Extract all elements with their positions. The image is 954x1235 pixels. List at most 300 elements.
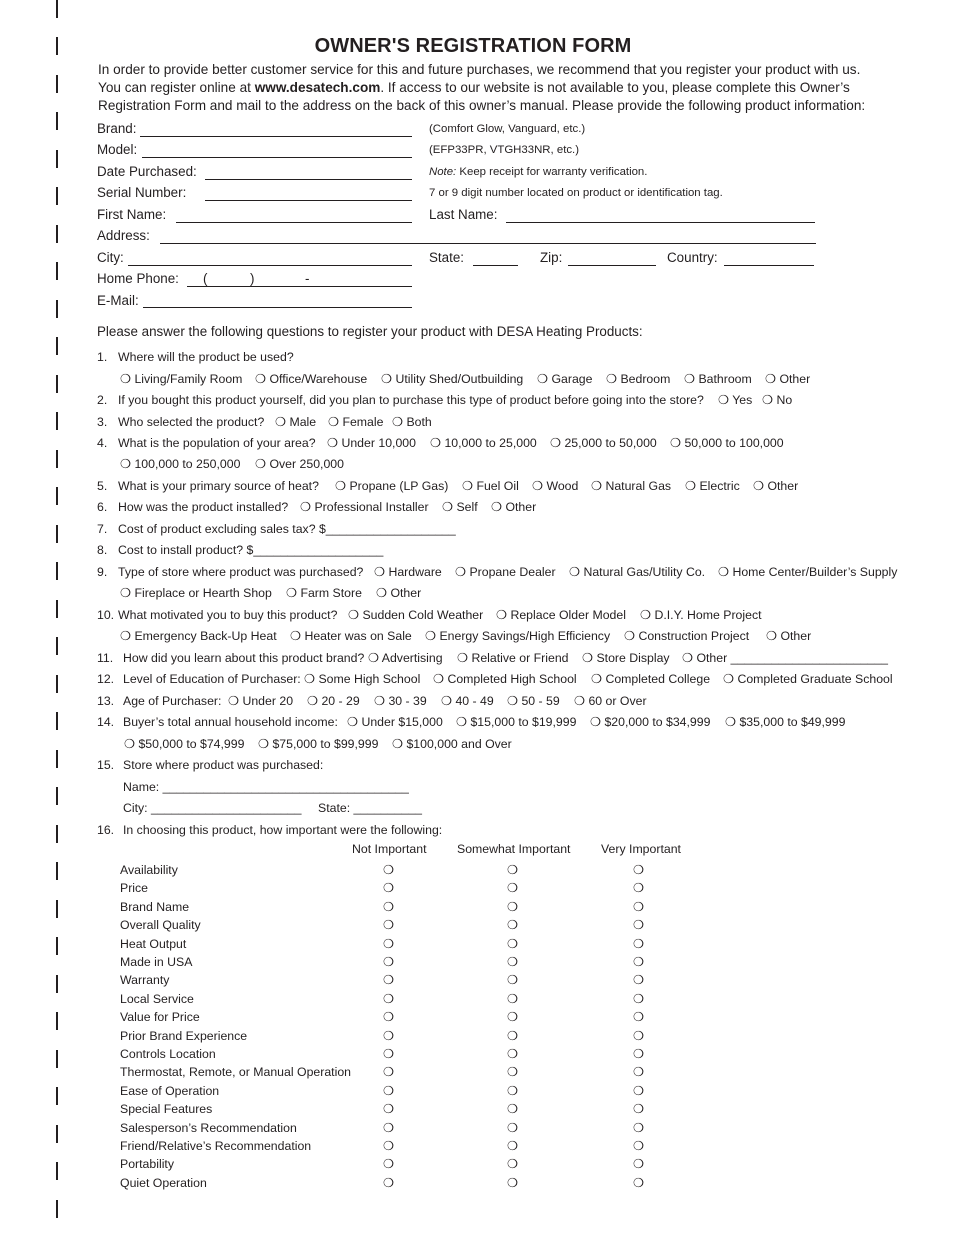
radio-circle-icon[interactable]: ❍ <box>684 372 699 386</box>
radio-circle-icon[interactable]: ❍ <box>591 672 606 686</box>
importance-row-label: Warranty <box>120 973 170 987</box>
radio-circle-icon[interactable]: ❍ <box>383 1121 395 1135</box>
radio-option-q1-2[interactable] <box>381 372 523 386</box>
radio-option-q5-2[interactable] <box>532 479 578 493</box>
radio-option-q10-6[interactable] <box>624 629 749 643</box>
model-field[interactable] <box>142 157 412 158</box>
radio-option-label: Fireplace or Hearth Shop <box>134 586 272 600</box>
question-number: 8. <box>97 543 108 557</box>
radio-circle-icon[interactable]: ❍ <box>300 500 315 514</box>
phone-area-close: ) <box>250 271 255 286</box>
radio-circle-icon[interactable]: ❍ <box>633 1010 645 1024</box>
radio-circle-icon[interactable]: ❍ <box>430 436 445 450</box>
state-field[interactable] <box>473 265 518 266</box>
question-text: In choosing this product, how important were the following: <box>123 823 443 837</box>
radio-circle-icon[interactable]: ❍ <box>383 1176 395 1190</box>
radio-circle-icon[interactable]: ❍ <box>591 479 606 493</box>
radio-option-label: Energy Savings/High Efficiency <box>439 629 611 643</box>
date-purchased-label: Date Purchased: <box>97 164 197 179</box>
radio-option-q9-0[interactable] <box>374 565 442 579</box>
radio-circle-icon[interactable]: ❍ <box>725 715 740 729</box>
cut-mark <box>56 637 58 655</box>
cut-mark <box>56 562 58 580</box>
radio-option-q3-0[interactable] <box>275 415 316 429</box>
radio-option-q5-1[interactable] <box>462 479 519 493</box>
radio-circle-icon[interactable]: ❍ <box>574 694 589 708</box>
radio-circle-icon[interactable]: ❍ <box>441 694 456 708</box>
last-name-label: Last Name: <box>429 207 498 222</box>
radio-circle-icon[interactable]: ❍ <box>582 651 597 665</box>
radio-option-q1-0[interactable] <box>120 372 242 386</box>
radio-circle-icon[interactable]: ❍ <box>120 629 135 643</box>
radio-circle-icon[interactable]: ❍ <box>507 900 519 914</box>
radio-circle-icon[interactable]: ❍ <box>335 479 350 493</box>
radio-option-q12-2[interactable] <box>591 672 710 686</box>
radio-circle-icon[interactable]: ❍ <box>633 863 645 877</box>
radio-option-q1-5[interactable] <box>684 372 752 386</box>
email-field[interactable] <box>143 307 412 308</box>
radio-circle-icon[interactable]: ❍ <box>633 1139 645 1153</box>
radio-option-label: 50,000 to 100,000 <box>684 436 784 450</box>
cut-mark <box>56 712 58 730</box>
radio-circle-icon[interactable]: ❍ <box>633 973 645 987</box>
radio-option-q1-6[interactable] <box>765 372 810 386</box>
radio-option-label: Under $15,000 <box>361 715 443 729</box>
radio-circle-icon[interactable]: ❍ <box>723 672 738 686</box>
radio-option-label: Bathroom <box>698 372 752 386</box>
radio-option-label: $100,000 and Over <box>406 737 512 751</box>
radio-option-q10-0[interactable] <box>348 608 483 622</box>
radio-option-label: Natural Gas/Utility Co. <box>583 565 706 579</box>
state-label: State: <box>429 250 464 265</box>
radio-circle-icon[interactable]: ❍ <box>633 1157 645 1171</box>
radio-circle-icon[interactable]: ❍ <box>383 1065 395 1079</box>
radio-option-q4-1[interactable] <box>430 436 537 450</box>
radio-option-q13-2[interactable] <box>374 694 427 708</box>
radio-circle-icon[interactable]: ❍ <box>462 479 477 493</box>
last-name-field[interactable] <box>506 222 815 223</box>
radio-circle-icon[interactable]: ❍ <box>507 1157 519 1171</box>
radio-option-q9-5[interactable] <box>286 586 362 600</box>
radio-circle-icon[interactable]: ❍ <box>383 863 395 877</box>
question-text: If you bought this product yourself, did you plan to purchase this type of product before going into the store? <box>118 393 704 407</box>
radio-option-label: Male <box>289 415 317 429</box>
cut-mark <box>56 262 58 280</box>
date-purchased-field[interactable] <box>205 179 412 180</box>
radio-circle-icon[interactable]: ❍ <box>120 457 135 471</box>
radio-circle-icon[interactable]: ❍ <box>455 565 470 579</box>
radio-circle-icon[interactable]: ❍ <box>383 992 395 1006</box>
radio-option-q12-3[interactable] <box>723 672 893 686</box>
radio-option-label: Completed Graduate School <box>737 672 893 686</box>
radio-option-q4-4[interactable] <box>120 457 240 471</box>
radio-circle-icon[interactable]: ❍ <box>457 651 472 665</box>
cut-mark <box>56 900 58 918</box>
radio-circle-icon[interactable]: ❍ <box>507 1176 519 1190</box>
radio-circle-icon[interactable]: ❍ <box>304 672 319 686</box>
radio-circle-icon[interactable]: ❍ <box>120 372 135 386</box>
radio-option-q14-6[interactable] <box>392 737 512 751</box>
radio-circle-icon[interactable]: ❍ <box>507 1065 519 1079</box>
importance-row-label: Value for Price <box>120 1010 200 1024</box>
radio-option-label: Store Display <box>596 651 670 665</box>
radio-option-q5-0[interactable] <box>335 479 448 493</box>
radio-circle-icon[interactable]: ❍ <box>383 937 395 951</box>
radio-circle-icon[interactable]: ❍ <box>507 992 519 1006</box>
radio-option-q2-1[interactable] <box>762 393 792 407</box>
radio-circle-icon[interactable]: ❍ <box>753 479 768 493</box>
radio-circle-icon[interactable]: ❍ <box>633 1176 645 1190</box>
radio-circle-icon[interactable]: ❍ <box>590 715 605 729</box>
radio-circle-icon[interactable]: ❍ <box>290 629 305 643</box>
radio-option-label: Home Center/Builder’s Supply <box>732 565 898 579</box>
page-title: OWNER'S REGISTRATION FORM <box>314 35 632 57</box>
radio-circle-icon[interactable]: ❍ <box>685 479 700 493</box>
radio-option-q10-2[interactable] <box>640 608 762 622</box>
radio-circle-icon[interactable]: ❍ <box>507 1047 519 1061</box>
first-name-field[interactable] <box>176 222 412 223</box>
cut-mark <box>56 1125 58 1143</box>
radio-option-q6-1[interactable] <box>442 500 478 514</box>
radio-circle-icon[interactable]: ❍ <box>507 1121 519 1135</box>
radio-circle-icon[interactable]: ❍ <box>507 1139 519 1153</box>
question-number: 6. <box>97 500 108 514</box>
serial-number-field[interactable] <box>205 200 412 201</box>
radio-circle-icon[interactable]: ❍ <box>633 918 645 932</box>
radio-option-label: D.I.Y. Home Project <box>654 608 762 622</box>
radio-option-q9-2[interactable] <box>569 565 705 579</box>
radio-circle-icon[interactable]: ❍ <box>368 651 382 665</box>
intro-text: . If access to our website is not available to you, please complete this Owner’s <box>380 79 850 95</box>
column-header-very-important: Very Important <box>601 842 681 856</box>
radio-circle-icon[interactable]: ❍ <box>633 1029 645 1043</box>
cut-mark <box>56 525 58 543</box>
cut-mark <box>56 675 58 693</box>
radio-option-q14-0[interactable] <box>347 715 443 729</box>
importance-row-label: Availability <box>120 863 178 877</box>
radio-option-label: 50 - 59 <box>521 694 560 708</box>
radio-circle-icon[interactable]: ❍ <box>348 608 363 622</box>
phone-area-open: ( <box>203 271 208 286</box>
radio-option-label: Other <box>780 629 812 643</box>
radio-circle-icon[interactable]: ❍ <box>275 415 290 429</box>
cut-mark <box>56 487 58 505</box>
importance-row-label: Overall Quality <box>120 918 201 932</box>
radio-circle-icon[interactable]: ❍ <box>374 694 389 708</box>
radio-circle-icon[interactable]: ❍ <box>425 629 440 643</box>
radio-option-q11-0[interactable] <box>368 651 443 665</box>
radio-option-label: Under 10,000 <box>341 436 416 450</box>
radio-option-q14-4[interactable] <box>124 737 244 751</box>
cut-mark <box>56 450 58 468</box>
zip-label: Zip: <box>540 250 563 265</box>
radio-option-label: Over 250,000 <box>269 457 344 471</box>
radio-circle-icon[interactable]: ❍ <box>383 1102 395 1116</box>
brand-hint: (Comfort Glow, Vanguard, etc.) <box>429 123 586 135</box>
cut-mark <box>56 975 58 993</box>
radio-circle-icon[interactable]: ❍ <box>491 500 506 514</box>
cut-mark <box>56 1012 58 1030</box>
radio-circle-icon[interactable]: ❍ <box>766 629 781 643</box>
question-number: 4. <box>97 436 108 450</box>
radio-circle-icon[interactable]: ❍ <box>633 881 645 895</box>
radio-option-label: Professional Installer <box>314 500 429 514</box>
radio-circle-icon[interactable]: ❍ <box>762 393 777 407</box>
radio-option-q10-5[interactable] <box>425 629 610 643</box>
cut-mark <box>56 1087 58 1105</box>
radio-circle-icon[interactable]: ❍ <box>507 1102 519 1116</box>
radio-option-label: Emergency Back-Up Heat <box>134 629 277 643</box>
cut-mark <box>56 375 58 393</box>
radio-option-q13-4[interactable] <box>507 694 560 708</box>
radio-option-label: Other <box>505 500 537 514</box>
radio-circle-icon[interactable]: ❍ <box>633 937 645 951</box>
serial-hint: 7 or 9 digit number located on product or identification tag. <box>429 187 723 199</box>
email-label: E-Mail: <box>97 293 139 308</box>
intro-paragraph <box>98 61 898 114</box>
question-text: Age of Purchaser: <box>123 694 222 708</box>
radio-circle-icon[interactable]: ❍ <box>507 1029 519 1043</box>
radio-circle-icon[interactable]: ❍ <box>569 565 584 579</box>
radio-option-q9-6[interactable] <box>376 586 421 600</box>
radio-option-q13-3[interactable] <box>441 694 494 708</box>
question-number: 11. <box>97 651 114 665</box>
radio-circle-icon[interactable]: ❍ <box>328 415 343 429</box>
radio-circle-icon[interactable]: ❍ <box>633 900 645 914</box>
radio-option-label: Other <box>767 479 799 493</box>
radio-circle-icon[interactable]: ❍ <box>507 1084 519 1098</box>
radio-option-q11-1[interactable] <box>457 651 569 665</box>
radio-option-q3-2[interactable] <box>392 415 432 429</box>
question-text: Who selected the product? <box>118 415 265 429</box>
radio-circle-icon[interactable]: ❍ <box>456 715 471 729</box>
cut-mark <box>56 75 58 93</box>
radio-option-q13-5[interactable] <box>574 694 647 708</box>
radio-circle-icon[interactable]: ❍ <box>383 1084 395 1098</box>
note-label: Note: <box>429 166 457 178</box>
zip-field[interactable] <box>568 265 656 266</box>
home-phone-field[interactable] <box>187 286 412 287</box>
radio-option-q5-5[interactable] <box>753 479 798 493</box>
radio-option-label: 20 - 29 <box>321 694 360 708</box>
radio-option-label: Bedroom <box>620 372 671 386</box>
country-field[interactable] <box>724 265 814 266</box>
website-link[interactable]: www.desatech.com <box>254 79 381 95</box>
cut-mark <box>56 0 58 18</box>
radio-option-label: 25,000 to 50,000 <box>564 436 657 450</box>
radio-circle-icon[interactable]: ❍ <box>633 1065 645 1079</box>
column-header-not-important: Not Important <box>352 842 427 856</box>
radio-option-q14-5[interactable] <box>258 737 378 751</box>
radio-option-q11-3[interactable] <box>682 651 888 665</box>
radio-option-q6-0[interactable] <box>300 500 429 514</box>
radio-option-q14-2[interactable] <box>590 715 710 729</box>
store-state-field[interactable]: State: __________ <box>318 801 422 815</box>
radio-option-label: Construction Project <box>638 629 750 643</box>
store-name-field[interactable]: Name: ____________________________________ <box>123 780 409 794</box>
radio-circle-icon[interactable]: ❍ <box>383 1157 395 1171</box>
question-number: 16. <box>97 823 115 837</box>
cut-mark <box>56 225 58 243</box>
importance-row-label: Friend/Relative’s Recommendation <box>120 1139 312 1153</box>
radio-option-q13-0[interactable] <box>228 694 293 708</box>
radio-circle-icon[interactable]: ❍ <box>286 586 301 600</box>
radio-circle-icon[interactable]: ❍ <box>381 372 396 386</box>
radio-option-label: Propane Dealer <box>469 565 556 579</box>
radio-circle-icon[interactable]: ❍ <box>532 479 547 493</box>
radio-option-q4-0[interactable] <box>327 436 416 450</box>
radio-circle-icon[interactable]: ❍ <box>507 955 519 969</box>
radio-circle-icon[interactable]: ❍ <box>124 737 139 751</box>
radio-option-q10-3[interactable] <box>120 629 277 643</box>
question-number: 2. <box>97 393 108 407</box>
question-text: Store where product was purchased: <box>123 758 324 772</box>
radio-circle-icon[interactable]: ❍ <box>383 973 395 987</box>
radio-option-q10-4[interactable] <box>290 629 412 643</box>
radio-circle-icon[interactable]: ❍ <box>383 1047 395 1061</box>
radio-option-label: Relative or Friend <box>471 651 569 665</box>
cut-mark <box>56 750 58 768</box>
radio-circle-icon[interactable]: ❍ <box>507 1010 519 1024</box>
model-label: Model: <box>97 142 138 157</box>
radio-circle-icon[interactable]: ❍ <box>374 565 389 579</box>
radio-circle-icon[interactable]: ❍ <box>347 715 362 729</box>
radio-circle-icon[interactable]: ❍ <box>383 955 395 969</box>
radio-option-q12-1[interactable] <box>433 672 577 686</box>
radio-circle-icon[interactable]: ❍ <box>228 694 243 708</box>
radio-option-label: Both <box>406 415 432 429</box>
radio-circle-icon[interactable]: ❍ <box>633 992 645 1006</box>
column-header-somewhat-important: Somewhat Important <box>457 842 571 856</box>
radio-circle-icon[interactable]: ❍ <box>718 393 733 407</box>
radio-option-q10-7[interactable] <box>766 629 811 643</box>
radio-circle-icon[interactable]: ❍ <box>327 436 342 450</box>
radio-option-q11-2[interactable] <box>582 651 670 665</box>
radio-circle-icon[interactable]: ❍ <box>550 436 565 450</box>
radio-circle-icon[interactable]: ❍ <box>507 918 519 932</box>
cut-mark <box>56 300 58 318</box>
question-number: 7. <box>97 522 108 536</box>
radio-circle-icon[interactable]: ❍ <box>670 436 685 450</box>
radio-circle-icon[interactable]: ❍ <box>258 737 273 751</box>
radio-circle-icon[interactable]: ❍ <box>624 629 639 643</box>
radio-circle-icon[interactable]: ❍ <box>442 500 457 514</box>
radio-circle-icon[interactable]: ❍ <box>307 694 322 708</box>
radio-circle-icon[interactable]: ❍ <box>376 586 391 600</box>
radio-circle-icon[interactable]: ❍ <box>507 937 519 951</box>
radio-circle-icon[interactable]: ❍ <box>507 973 519 987</box>
radio-circle-icon[interactable]: ❍ <box>383 881 395 895</box>
radio-circle-icon[interactable]: ❍ <box>507 881 519 895</box>
radio-option-label: Completed High School <box>447 672 577 686</box>
radio-option-q1-3[interactable] <box>537 372 592 386</box>
question-text: Level of Education of Purchaser: <box>123 672 301 686</box>
radio-circle-icon[interactable]: ❍ <box>433 672 448 686</box>
radio-circle-icon[interactable]: ❍ <box>507 863 519 877</box>
radio-option-q14-1[interactable] <box>456 715 576 729</box>
radio-circle-icon[interactable]: ❍ <box>633 955 645 969</box>
question-number: 9. <box>97 565 108 579</box>
radio-circle-icon[interactable]: ❍ <box>507 694 522 708</box>
radio-option-q2-0[interactable] <box>718 393 752 407</box>
city-field[interactable] <box>128 265 412 266</box>
intro-text: You can register online at <box>98 79 255 95</box>
radio-option-q4-5[interactable] <box>255 457 344 471</box>
address-label: Address: <box>97 228 150 243</box>
radio-circle-icon[interactable]: ❍ <box>255 372 270 386</box>
radio-option-q1-1[interactable] <box>255 372 367 386</box>
radio-option-label: 10,000 to 25,000 <box>444 436 537 450</box>
radio-circle-icon[interactable]: ❍ <box>392 415 407 429</box>
radio-option-label: 30 - 39 <box>388 694 427 708</box>
radio-circle-icon[interactable]: ❍ <box>606 372 621 386</box>
question-number: 13. <box>97 694 115 708</box>
radio-option-q9-4[interactable] <box>120 586 272 600</box>
radio-option-label: Replace Older Model <box>510 608 626 622</box>
radio-circle-icon[interactable]: ❍ <box>682 651 697 665</box>
radio-option-label: Utility Shed/Outbuilding <box>395 372 524 386</box>
radio-circle-icon[interactable]: ❍ <box>496 608 511 622</box>
radio-circle-icon[interactable]: ❍ <box>383 1139 395 1153</box>
radio-option-q5-4[interactable] <box>685 479 740 493</box>
radio-circle-icon[interactable]: ❍ <box>255 457 270 471</box>
radio-circle-icon[interactable]: ❍ <box>633 1047 645 1061</box>
radio-option-q14-3[interactable] <box>725 715 845 729</box>
radio-option-q3-1[interactable] <box>328 415 383 429</box>
radio-option-q1-4[interactable] <box>606 372 670 386</box>
radio-option-q4-2[interactable] <box>550 436 657 450</box>
radio-option-q5-3[interactable] <box>591 479 671 493</box>
question-number: 10. <box>97 608 115 622</box>
radio-option-q9-3[interactable] <box>718 565 897 579</box>
radio-option-label: No <box>776 393 793 407</box>
radio-option-q10-1[interactable] <box>496 608 626 622</box>
question-number: 14. <box>97 715 115 729</box>
radio-circle-icon[interactable]: ❍ <box>633 1102 645 1116</box>
radio-circle-icon[interactable]: ❍ <box>120 586 135 600</box>
radio-circle-icon[interactable]: ❍ <box>383 1010 395 1024</box>
radio-circle-icon[interactable]: ❍ <box>537 372 552 386</box>
radio-circle-icon[interactable]: ❍ <box>633 1084 645 1098</box>
radio-circle-icon[interactable]: ❍ <box>383 918 395 932</box>
store-city-field[interactable]: City: ______________________ <box>123 801 302 815</box>
radio-option-q4-3[interactable] <box>670 436 784 450</box>
brand-field[interactable] <box>140 136 412 137</box>
cut-mark <box>56 1162 58 1180</box>
date-note <box>429 166 647 178</box>
radio-option-q12-0[interactable] <box>304 672 420 686</box>
importance-row-label: Heat Output <box>120 937 187 951</box>
radio-circle-icon[interactable]: ❍ <box>765 372 780 386</box>
radio-option-q6-2[interactable] <box>491 500 536 514</box>
question-text: Cost to install product? $___________________ <box>118 543 384 557</box>
radio-option-label: Other <box>390 586 422 600</box>
radio-circle-icon[interactable]: ❍ <box>383 900 395 914</box>
radio-option-q13-1[interactable] <box>307 694 360 708</box>
radio-circle-icon[interactable]: ❍ <box>392 737 407 751</box>
cut-mark <box>56 1200 58 1218</box>
radio-circle-icon[interactable]: ❍ <box>718 565 733 579</box>
radio-option-q9-1[interactable] <box>455 565 556 579</box>
radio-circle-icon[interactable]: ❍ <box>383 1029 395 1043</box>
radio-circle-icon[interactable]: ❍ <box>640 608 655 622</box>
radio-option-label: Garage <box>551 372 593 386</box>
radio-option-label: Other <box>779 372 811 386</box>
question-number: 5. <box>97 479 108 493</box>
address-field[interactable] <box>160 243 816 244</box>
radio-option-label: $50,000 to $74,999 <box>138 737 245 751</box>
radio-circle-icon[interactable]: ❍ <box>633 1121 645 1135</box>
